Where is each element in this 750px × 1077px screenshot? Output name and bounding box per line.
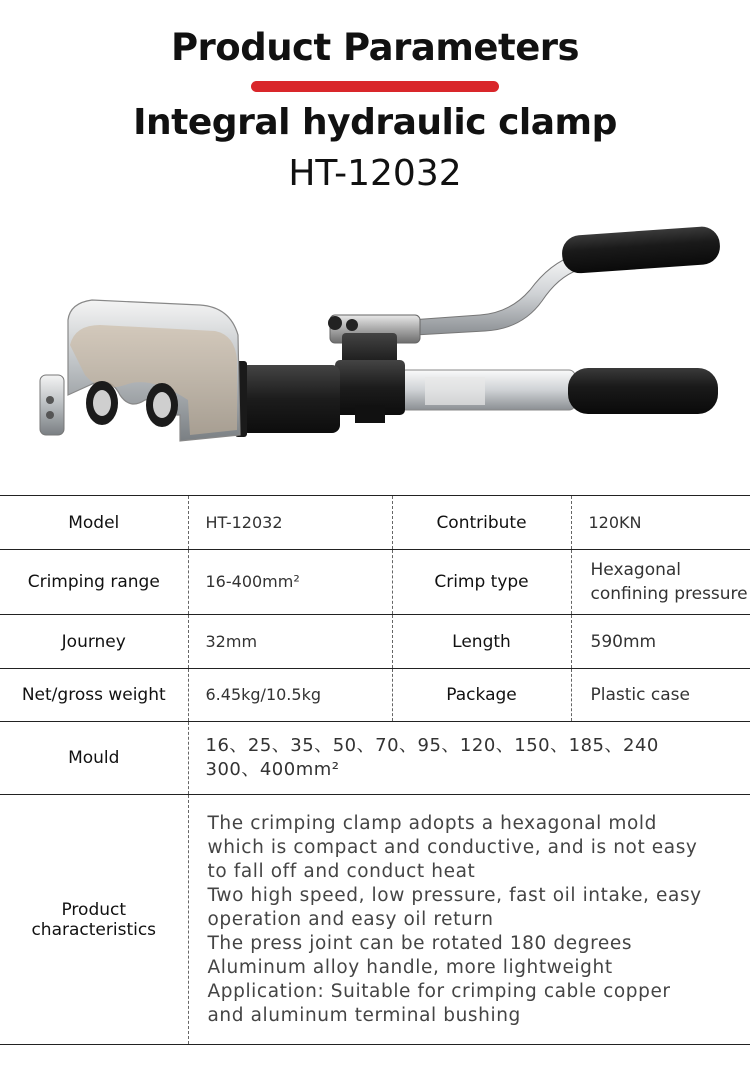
spec-value-weight: 6.45kg/10.5kg (188, 669, 392, 722)
characteristics-line: The crimping clamp adopts a hexagonal mold (207, 812, 658, 834)
characteristics-line: Application: Suitable for crimping cable copper (207, 980, 671, 1002)
spec-value-model: HT-12032 (188, 496, 392, 550)
product-name: Integral hydraulic clamp (133, 102, 617, 143)
crimp-type-line: Hexagonal (590, 560, 682, 580)
spec-label-contribute: Contribute (392, 496, 571, 550)
characteristics-line: Aluminum alloy handle, more lightweight (207, 956, 613, 978)
page-title: Product Parameters (170, 26, 580, 69)
spec-label-mould: Mould (0, 722, 188, 795)
table-row (0, 669, 750, 722)
spec-label-crimping-range: Crimping range (0, 550, 188, 615)
spec-label-model: Model (0, 496, 188, 550)
table-row (0, 550, 750, 615)
spec-value-crimp-type (571, 550, 750, 615)
table-row (0, 795, 750, 1045)
mould-line: 300、400mm² (205, 759, 340, 780)
product-model: HT-12032 (288, 153, 462, 194)
spec-label-length: Length (392, 615, 571, 669)
characteristics-line: Two high speed, low pressure, fast oil intake, easy (207, 884, 702, 906)
spec-value-characteristics (188, 795, 750, 1045)
table-row (0, 615, 750, 669)
spec-value-length: 590mm (571, 615, 750, 669)
spec-label-weight: Net/gross weight (0, 669, 188, 722)
characteristics-label-line: Product (61, 899, 127, 920)
spec-value-mould (188, 722, 750, 795)
characteristics-label-line: characteristics (31, 919, 157, 940)
spec-value-package: Plastic case (571, 669, 750, 722)
spec-value-crimping-range: 16-400mm² (188, 550, 392, 615)
hydraulic-clamp-image (30, 225, 730, 465)
spec-value-journey: 32mm (188, 615, 392, 669)
table-row (0, 722, 750, 795)
spec-label-characteristics (0, 795, 188, 1045)
characteristics-line: which is compact and conductive, and is not easy (207, 836, 698, 858)
characteristics-line: and aluminum terminal bushing (207, 1004, 521, 1026)
title-underline-bar (251, 81, 499, 92)
characteristics-line: operation and easy oil return (207, 908, 494, 930)
characteristics-line: to fall off and conduct heat (207, 860, 476, 882)
spec-table (0, 495, 750, 1045)
crimp-type-line: confining pressure (590, 584, 748, 604)
spec-label-package: Package (392, 669, 571, 722)
table-row (0, 496, 750, 550)
characteristics-line: The press joint can be rotated 180 degrees (207, 932, 633, 954)
spec-value-contribute: 120KN (571, 496, 750, 550)
mould-line: 16、25、35、50、70、95、120、150、185、240 (205, 735, 659, 756)
spec-label-crimp-type: Crimp type (392, 550, 571, 615)
spec-label-journey: Journey (0, 615, 188, 669)
